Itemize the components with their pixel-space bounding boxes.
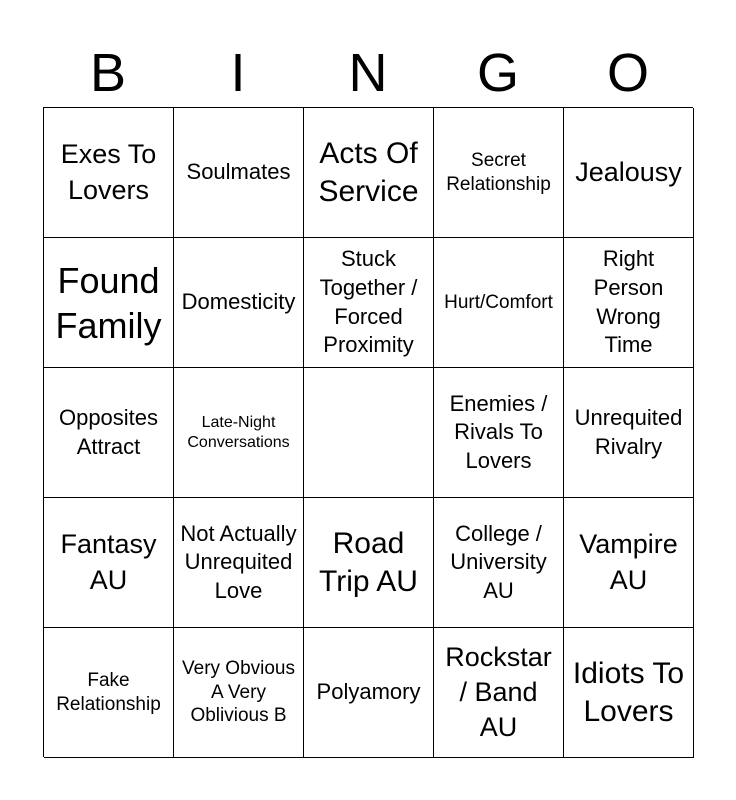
bingo-cell xyxy=(304,628,434,758)
bingo-cell xyxy=(564,628,694,758)
bingo-cell xyxy=(564,368,694,498)
bingo-cell xyxy=(304,108,434,238)
cell-text: Fake Relationship xyxy=(56,669,161,715)
cell-text: Road Trip AU xyxy=(319,527,418,598)
cell-text: College / University AU xyxy=(450,520,547,603)
bingo-header xyxy=(43,40,693,106)
bingo-cell xyxy=(44,368,174,498)
bingo-cell xyxy=(434,108,564,238)
cell-text: Late-Night Conversations xyxy=(187,413,290,451)
bingo-cell xyxy=(434,498,564,628)
cell-text: Found Family xyxy=(55,259,162,346)
bingo-cell xyxy=(44,498,174,628)
bingo-cell xyxy=(564,108,694,238)
bingo-cell xyxy=(174,498,304,628)
cell-text: Not Actually Unrequited Love xyxy=(180,520,297,603)
bingo-cell xyxy=(434,368,564,498)
bingo-cell xyxy=(434,628,564,758)
cell-text: Soulmates xyxy=(186,159,291,185)
cell-text: Right Person Wrong Time xyxy=(593,246,664,358)
bingo-cell xyxy=(44,238,174,368)
header-letter-b: B xyxy=(89,43,127,103)
cell-text: Fantasy AU xyxy=(60,529,157,595)
bingo-cell xyxy=(564,498,694,628)
bingo-cell xyxy=(174,238,304,368)
cell-text: Exes To Lovers xyxy=(60,139,157,205)
free-space xyxy=(304,368,434,498)
bingo-cell xyxy=(44,628,174,758)
bingo-cell xyxy=(304,498,434,628)
header-letter-n: N xyxy=(348,43,388,103)
cell-text: Jealousy xyxy=(575,156,682,187)
bingo-cell xyxy=(174,108,304,238)
bingo-cell xyxy=(174,368,304,498)
bingo-cell xyxy=(434,238,564,368)
cell-text: Enemies / Rivals To Lovers xyxy=(449,390,548,473)
cell-text: Rockstar / Band AU xyxy=(445,641,552,743)
cell-text: Opposites Attract xyxy=(58,404,159,459)
cell-text: Domesticity xyxy=(181,289,296,315)
cell-text: Hurt/Comfort xyxy=(444,291,553,313)
cell-text: Acts Of Service xyxy=(318,137,419,208)
cell-text: Idiots To Lovers xyxy=(572,657,685,728)
bingo-cell xyxy=(304,238,434,368)
bingo-cell xyxy=(564,238,694,368)
cell-text: Unrequited Rivalry xyxy=(574,404,683,459)
cell-text: Secret Relationship xyxy=(446,149,551,195)
bingo-cell xyxy=(44,108,174,238)
cell-text: Very Obvious A Very Oblivious B xyxy=(182,657,295,727)
header-letter-o: O xyxy=(606,43,649,103)
cell-text: Stuck Together / Forced Proximity xyxy=(319,246,418,358)
header-letter-g: G xyxy=(476,43,519,103)
cell-text: Polyamory xyxy=(316,679,421,705)
bingo-cell xyxy=(174,628,304,758)
header-letter-i: I xyxy=(230,43,246,103)
cell-text: Vampire AU xyxy=(579,529,678,595)
bingo-board xyxy=(43,107,693,757)
